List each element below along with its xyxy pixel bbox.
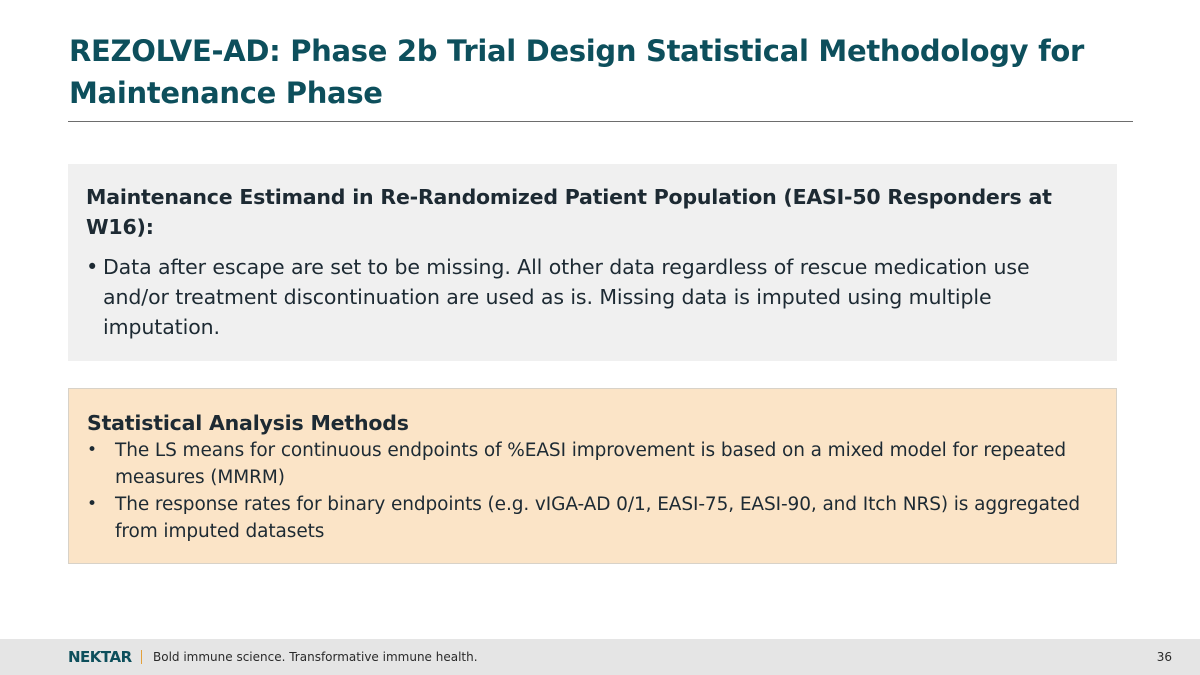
title-divider <box>68 121 1133 122</box>
methods-box <box>68 388 1117 564</box>
nektar-logo: NEKTAR <box>68 648 132 666</box>
page-number: 36 <box>1156 650 1172 664</box>
bullet-icon: • <box>86 255 99 279</box>
estimand-bullet-text: Data after escape are set to be missing. All other data regardless of rescue medication use and/or treatment discontinuation are used as is. Missing data is imputed using multiple imputation. <box>103 255 1030 339</box>
slide-title: REZOLVE-AD: Phase 2b Trial Design Statistical Methodology for Maintenance Phase <box>69 34 1085 110</box>
methods-bullet <box>87 491 1098 545</box>
bullet-icon: • <box>87 440 98 460</box>
methods-bullet-text: The response rates for binary endpoints (e.g. vIGA-AD 0/1, EASI-75, EASI-90, and Itch NRS) is aggregated from imputed datasets <box>115 494 1080 542</box>
estimand-bullet <box>86 252 1099 342</box>
footer-separator <box>141 650 142 664</box>
footer-tagline: Bold immune science. Transformative immune health. <box>153 650 478 664</box>
methods-heading: Statistical Analysis Methods <box>87 411 409 435</box>
estimand-heading: Maintenance Estimand in Re-Randomized Patient Population (EASI-50 Responders at W16): <box>86 185 1052 239</box>
bullet-icon: • <box>87 494 98 514</box>
estimand-box <box>68 164 1117 361</box>
methods-bullet-text: The LS means for continuous endpoints of %EASI improvement is based on a mixed model for repeated measures (MMRM) <box>115 440 1067 488</box>
methods-bullet <box>87 437 1098 491</box>
footer-bar <box>0 639 1200 675</box>
